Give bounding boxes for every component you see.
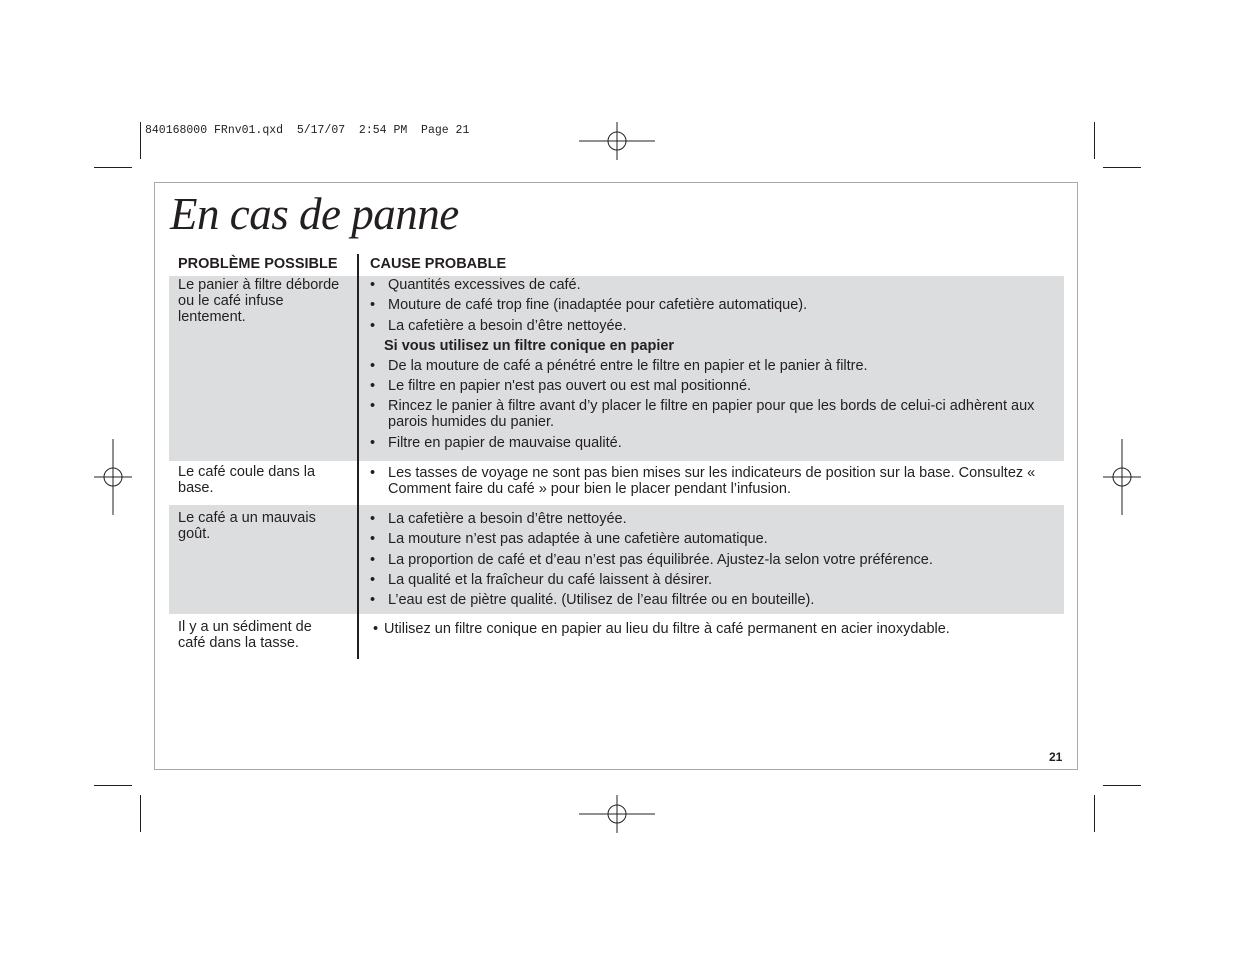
- table-row: [169, 614, 1064, 659]
- registration-mark-left-icon: [94, 439, 132, 515]
- list-item: • Filtre en papier de mauvaise qualité.: [370, 434, 622, 451]
- bullet-icon: •: [370, 297, 376, 314]
- table-row: [169, 276, 1064, 461]
- cause-list: [370, 277, 1060, 455]
- crop-mark-tr-v: [1094, 122, 1095, 159]
- list-item: • Mouture de café trop fine (inadaptée pour cafetière automatique).: [370, 297, 808, 314]
- registration-mark-top-icon: [579, 122, 655, 160]
- cause-list: [370, 511, 1060, 612]
- list-item: • La proportion de café et d’eau n’est pas équilibrée. Ajustez-la selon votre préférence.: [370, 551, 933, 568]
- crop-mark-br-h: [1103, 785, 1141, 786]
- list-item: • La cafetière a besoin d’être nettoyée.: [370, 511, 627, 527]
- problem-text: Le café coule dans la base.: [178, 464, 316, 496]
- crop-mark-tr-h: [1103, 167, 1141, 168]
- print-slug: 840168000 FRnv01.qxd 5/17/07 2:54 PM Page 21: [145, 124, 470, 137]
- list-item: • Rincez le panier à filtre avant d’y placer le filtre en papier pour que les bords de celui-ci adhèrent aux parois humides du panier.: [370, 398, 1035, 431]
- crop-mark-br-v: [1094, 795, 1095, 832]
- bullet-icon: •: [370, 531, 376, 548]
- list-item: • La mouture n’est pas adaptée à une cafetière automatique.: [370, 531, 768, 548]
- cause-list: [373, 621, 1063, 641]
- list-item: • Les tasses de voyage ne sont pas bien mises sur les indicateurs de position sur la base. Consultez « Comment faire du café » pour bien le placer pendant l’infusion.: [370, 465, 1036, 497]
- bullet-icon: •: [370, 571, 376, 588]
- bullet-icon: •: [370, 357, 376, 374]
- bullet-icon: •: [370, 465, 376, 481]
- registration-mark-bottom-icon: [579, 795, 655, 833]
- problem-text: Le panier à filtre déborde ou le café infuse lentement.: [178, 277, 340, 325]
- list-item: • L’eau est de piètre qualité. (Utilisez de l’eau filtrée ou en bouteille).: [370, 592, 815, 609]
- list-item: • Utilisez un filtre conique en papier au lieu du filtre à café permanent en acier inoxydable.: [373, 621, 950, 637]
- cause-list: [370, 465, 1060, 501]
- crop-mark-tl-v: [140, 122, 141, 159]
- registration-mark-right-icon: [1103, 439, 1141, 515]
- crop-mark-tl-h: [94, 167, 132, 168]
- page-number: 21: [1049, 750, 1063, 764]
- list-item: • Le filtre en papier n'est pas ouvert ou est mal positionné.: [370, 378, 752, 395]
- bullet-icon: •: [370, 378, 376, 395]
- problem-text: Il y a un sédiment de café dans la tasse.: [178, 619, 312, 651]
- bullet-icon: •: [370, 277, 376, 293]
- bullet-icon: •: [370, 317, 376, 334]
- bullet-icon: •: [370, 434, 376, 451]
- page-title: En cas de panne: [170, 189, 459, 239]
- table-row: [169, 505, 1064, 614]
- list-item: • La qualité et la fraîcheur du café laissent à désirer.: [370, 571, 713, 588]
- problem-text: Le café a un mauvais goût.: [178, 510, 316, 542]
- bullet-icon: •: [370, 398, 376, 415]
- bullet-icon: •: [370, 592, 376, 609]
- list-item: • La cafetière a besoin d’être nettoyée.: [370, 317, 627, 334]
- list-item: • De la mouture de café a pénétré entre le filtre en papier et le panier à filtre.: [370, 357, 868, 374]
- column-divider: [357, 254, 359, 659]
- cause-subheading: Si vous utilisez un filtre conique en papier: [384, 337, 675, 354]
- bullet-icon: •: [370, 551, 376, 568]
- header-cause: CAUSE PROBABLE: [370, 256, 507, 272]
- crop-mark-bl-v: [140, 795, 141, 832]
- bullet-icon: •: [373, 621, 379, 637]
- bullet-icon: •: [370, 511, 376, 527]
- list-item: • Quantités excessives de café.: [370, 277, 581, 293]
- header-problem: PROBLÈME POSSIBLE: [178, 256, 338, 272]
- crop-mark-bl-h: [94, 785, 132, 786]
- table-row: [169, 461, 1064, 504]
